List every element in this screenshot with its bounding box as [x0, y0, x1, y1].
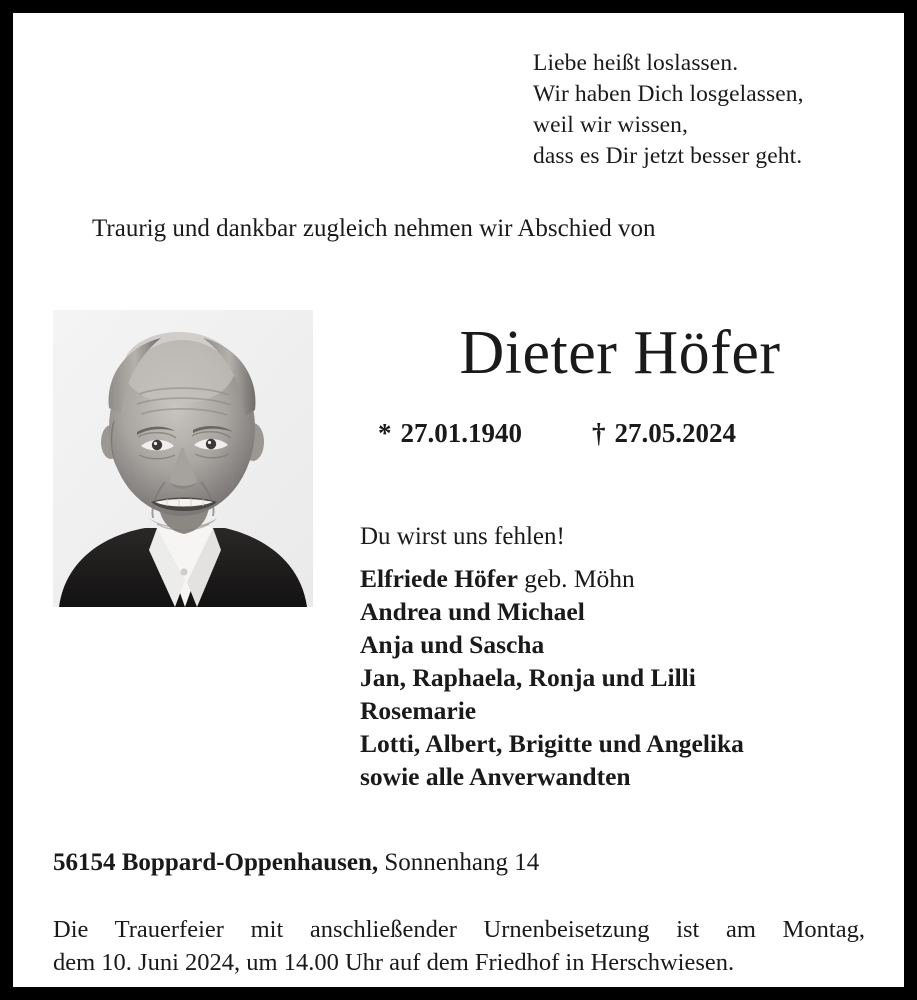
poem-line-4: dass es Dir jetzt besser geht.	[533, 143, 803, 169]
service-line-2: dem 10. Juni 2024, um 14.00 Uhr auf dem Friedhof in Herschwiesen.	[53, 949, 735, 976]
address-city: 56154 Boppard-Oppenhausen,	[53, 849, 379, 876]
survivor-line	[360, 727, 890, 760]
survivor-line	[360, 760, 890, 793]
survivor-name: Elfriede Höfer	[360, 564, 518, 593]
intro-line: Traurig und dankbar zugleich nehmen wir Abschied von	[92, 215, 656, 242]
survivor-name: Lotti, Albert, Brigitte und Angelika	[360, 729, 744, 758]
survivor-line	[360, 694, 890, 727]
survivor-line	[360, 661, 890, 694]
life-dates	[360, 417, 860, 450]
survivor-line	[360, 595, 890, 628]
birth-date-group	[378, 417, 522, 450]
service-details	[53, 913, 865, 979]
survivor-name: Anja und Sascha	[360, 630, 545, 659]
poem-line-2: Wir haben Dich losgelassen,	[533, 81, 804, 107]
birth-date: 27.01.1940	[400, 418, 522, 448]
survivor-name: sowie alle Anverwandten	[360, 762, 631, 791]
survivor-name: Rosemarie	[360, 696, 477, 725]
portrait-photo	[53, 310, 313, 607]
poem-line-3: weil wir wissen,	[533, 112, 688, 138]
poem-line-1: Liebe heißt loslassen.	[533, 50, 739, 76]
deceased-name: Dieter Höfer	[459, 319, 781, 387]
survivor-line	[360, 628, 890, 661]
farewell-line: Du wirst uns fehlen!	[360, 523, 565, 550]
cross-icon: †	[592, 418, 606, 448]
survivor-name: Andrea und Michael	[360, 597, 585, 626]
survivor-line	[360, 562, 890, 595]
address-line	[53, 847, 539, 879]
survivors-list	[360, 562, 890, 793]
survivor-name: Jan, Raphaela, Ronja und Lilli	[360, 663, 696, 692]
address-street: Sonnenhang 14	[378, 849, 540, 876]
survivor-maiden-name: geb. Möhn	[517, 564, 635, 593]
birth-symbol-icon: *	[378, 418, 392, 448]
death-date-group	[592, 417, 736, 450]
notice-paper	[13, 13, 904, 987]
service-line-1: Die Trauerfeier mit anschließender Urnenbeisetzung ist am Montag,	[53, 916, 865, 943]
death-date: 27.05.2024	[614, 418, 736, 448]
memorial-poem	[533, 48, 893, 172]
portrait-photo-image	[53, 310, 313, 607]
